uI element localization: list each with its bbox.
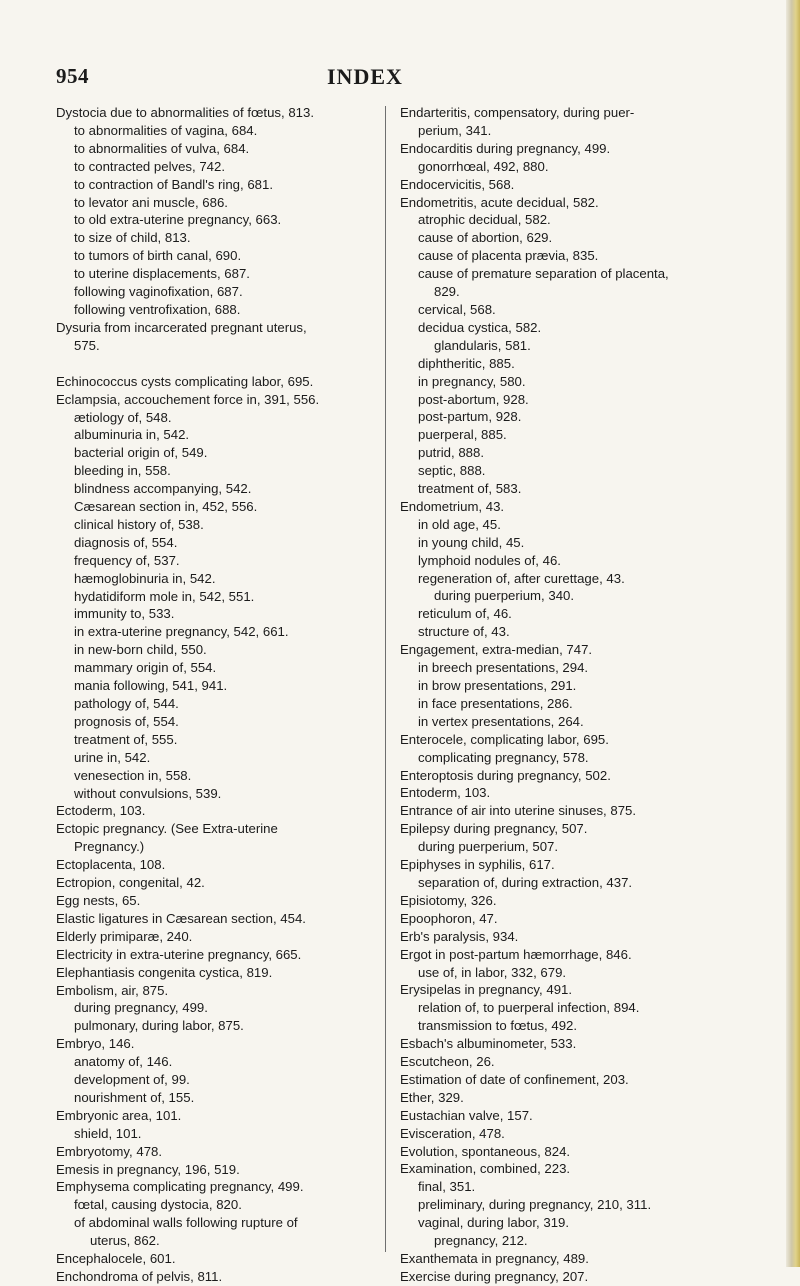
index-entry: atrophic decidual, 582. [418,212,551,228]
page-title: INDEX [327,64,403,89]
index-entry: Elderly primiparæ, 240. [56,928,193,944]
index-entry: clinical history of, 538. [74,516,204,532]
index-entry: Ectoplacenta, 108. [56,857,166,873]
index-entry: shield, 101. [74,1125,142,1141]
index-entry: to abnormalities of vulva, 684. [74,140,250,156]
index-entry: Esbach's albuminometer, 533. [400,1036,577,1052]
index-entry: Embryo, 146. [56,1036,135,1052]
index-entry: mammary origin of, 554. [74,660,217,676]
index-entry: lymphoid nodules of, 46. [418,552,561,568]
index-entry: in face presentations, 286. [418,695,573,711]
index-entry: Enchondroma of pelvis, 811. [56,1269,223,1284]
index-entry: Examination, combined, 223. [400,1161,571,1177]
index-entry: treatment of, 583. [418,481,522,497]
index-entry: Ectopic pregnancy. (See Extra-uterine [56,821,278,837]
index-entry: gonorrhœal, 492, 880. [418,158,549,174]
index-entry: in old age, 45. [418,516,501,532]
index-entry: Ectropion, congenital, 42. [56,875,205,891]
index-entry: Endometrium, 43. [400,498,505,514]
index-entry: immunity to, 533. [74,606,175,622]
index-entry: Erb's paralysis, 934. [400,928,519,944]
index-entry: hydatidiform mole in, 542, 551. [74,588,255,604]
index-entry: during pregnancy, 499. [74,1000,208,1016]
page-number: 954 [56,64,89,88]
index-entry: to old extra-uterine pregnancy, 663. [74,212,282,228]
index-entry: in new-born child, 550. [74,642,207,658]
index-entry: regeneration of, after curettage, 43. [418,570,625,586]
index-entry: Encephalocele, 601. [56,1251,176,1267]
index-entry: bleeding in, 558. [74,463,171,479]
index-entry: cause of premature separation of placenta, [418,266,669,282]
index-column-left [56,104,376,1286]
index-entry: use of, in labor, 332, 679. [418,964,567,980]
index-entry: blindness accompanying, 542. [74,481,252,497]
index-entry: ætiology of, 548. [74,409,172,425]
index-entry: albuminuria in, 542. [74,427,190,443]
index-entry: Episiotomy, 326. [400,892,497,908]
index-entry: Engagement, extra-median, 747. [400,642,593,658]
index-entry: venesection in, 558. [74,767,192,783]
index-entry: 829. [434,284,460,300]
index-entry: to uterine displacements, 687. [74,266,250,282]
index-entry: during puerperium, 507. [418,839,559,855]
index-entry: Evolution, spontaneous, 824. [400,1143,571,1159]
index-entry: Exercise during pregnancy, 207. [400,1268,589,1284]
index-entry: to contraction of Bandl's ring, 681. [74,176,273,192]
index-entry: Ectoderm, 103. [56,803,146,819]
index-entry: in vertex presentations, 264. [418,713,584,729]
index-entry: Elastic ligatures in Cæsarean section, 454. [56,910,306,926]
index-entry: to contracted pelves, 742. [74,158,226,174]
index-entry: Egg nests, 65. [56,892,141,908]
index-entry: anatomy of, 146. [74,1054,173,1070]
index-entry: vaginal, during labor, 319. [418,1215,570,1231]
index-entry: Endometritis, acute decidual, 582. [400,194,599,210]
index-entry: 575. [74,337,100,353]
column-divider [385,106,386,1252]
index-entry: in breech presentations, 294. [418,660,589,676]
index-entry: prognosis of, 554. [74,713,179,729]
index-column-right [400,104,770,1286]
index-entry: Epoophoron, 47. [400,910,498,926]
index-entry: to levator ani muscle, 686. [74,194,228,210]
index-entry: Endocervicitis, 568. [400,176,515,192]
index-entry: decidua cystica, 582. [418,319,542,335]
index-entry: Entrance of air into uterine sinuses, 875. [400,803,637,819]
index-entry: bacterial origin of, 549. [74,445,208,461]
index-entry: urine in, 542. [74,749,151,765]
index-entry: Embryonic area, 101. [56,1107,182,1123]
index-entry: complicating pregnancy, 578. [418,749,589,765]
index-entry: structure of, 43. [418,624,510,640]
index-entry: fœtal, causing dystocia, 820. [74,1197,242,1213]
index-entry: pregnancy, 212. [434,1233,528,1249]
index-entry: Echinococcus cysts complicating labor, 695. [56,373,314,389]
index-entry: Embolism, air, 875. [56,982,169,998]
index-entry: of abdominal walls following rupture of [74,1215,298,1231]
index-entry: in pregnancy, 580. [418,373,526,389]
index-entry: Escutcheon, 26. [400,1054,495,1070]
index-entry: post-partum, 928. [418,409,522,425]
index-entry: Enteroptosis during pregnancy, 502. [400,767,611,783]
index-entry: uterus, 862. [90,1233,160,1249]
index-entry: relation of, to puerperal infection, 894. [418,1000,640,1016]
index-entry: cause of placenta prævia, 835. [418,248,599,264]
index-entry: following vaginofixation, 687. [74,284,243,300]
index-entry: in young child, 45. [418,534,525,550]
index-entry: pathology of, 544. [74,696,179,711]
index-entry: treatment of, 555. [74,731,178,747]
index-entry: cause of abortion, 629. [418,230,553,246]
index-entry: mania following, 541, 941. [74,678,228,694]
index-entry: without convulsions, 539. [74,785,222,801]
index-entry: glandularis, 581. [434,337,531,353]
index-entry: nourishment of, 155. [74,1089,195,1105]
index-entry: Eclampsia, accouchement force in, 391, 556. [56,391,320,407]
index-entry: Ergot in post-partum hæmorrhage, 846. [400,946,632,962]
index-entry: in extra-uterine pregnancy, 542, 661. [74,624,289,640]
index-entry: separation of, during extraction, 437. [418,874,633,890]
index-entry: Epilepsy during pregnancy, 507. [400,821,588,837]
index-entry: during puerperium, 340. [434,588,575,604]
page-edge [786,0,800,1267]
index-entry: final, 351. [418,1179,476,1195]
index-entry: Ether, 329. [400,1089,464,1105]
index-entry: Electricity in extra-uterine pregnancy, 665. [56,946,302,962]
index-entry: pulmonary, during labor, 875. [74,1018,244,1034]
index-entry: hæmoglobinuria in, 542. [74,570,216,586]
index-entry: Enterocele, complicating labor, 695. [400,731,609,747]
index-entry: Endocarditis during pregnancy, 499. [400,140,611,156]
index-entry: cervical, 568. [418,301,496,317]
index-entry: preliminary, during pregnancy, 210, 311. [418,1197,652,1213]
index-entry: Emesis in pregnancy, 196, 519. [56,1161,240,1177]
index-entry: diagnosis of, 554. [74,534,178,550]
index-entry: Embryotomy, 478. [56,1143,163,1159]
index-entry: puerperal, 885. [418,427,507,443]
index-entry: Elephantiasis congenita cystica, 819. [56,964,273,980]
index-entry: post-abortum, 928. [418,391,529,407]
page-header [0,64,800,90]
index-entry: to tumors of birth canal, 690. [74,248,242,264]
index-entry: Cæsarean section in, 452, 556. [74,499,258,515]
index-entry: Dysuria from incarcerated pregnant uterus, [56,319,307,335]
index-entry: Emphysema complicating pregnancy, 499. [56,1179,304,1195]
index-entry: putrid, 888. [418,445,484,461]
index-entry: diphtheritic, 885. [418,355,515,371]
index-entry: to abnormalities of vagina, 684. [74,122,258,138]
index-entry: Evisceration, 478. [400,1125,505,1141]
index-entry: to size of child, 813. [74,230,191,246]
index-entry: Dystocia due to abnormalities of fœtus, 813. [56,105,315,120]
index-entry: transmission to fœtus, 492. [418,1018,578,1034]
index-entry: Estimation of date of confinement, 203. [400,1071,629,1087]
index-entry: Pregnancy.) [74,839,145,855]
index-entry: perium, 341. [418,122,492,138]
index-entry: Entoderm, 103. [400,785,491,801]
index-entry: reticulum of, 46. [418,606,512,622]
index-entry: Eustachian valve, 157. [400,1107,533,1123]
index-entry: in brow presentations, 291. [418,678,577,693]
index-entry: septic, 888. [418,463,486,479]
index-entry: Erysipelas in pregnancy, 491. [400,982,573,998]
index-entry: Endarteritis, compensatory, during puer- [400,105,635,120]
index-entry: Exanthemata in pregnancy, 489. [400,1251,589,1266]
index-entry: development of, 99. [74,1072,190,1088]
index-entry: frequency of, 537. [74,552,180,568]
index-entry: Epiphyses in syphilis, 617. [400,857,555,873]
index-entry: following ventrofixation, 688. [74,301,241,317]
